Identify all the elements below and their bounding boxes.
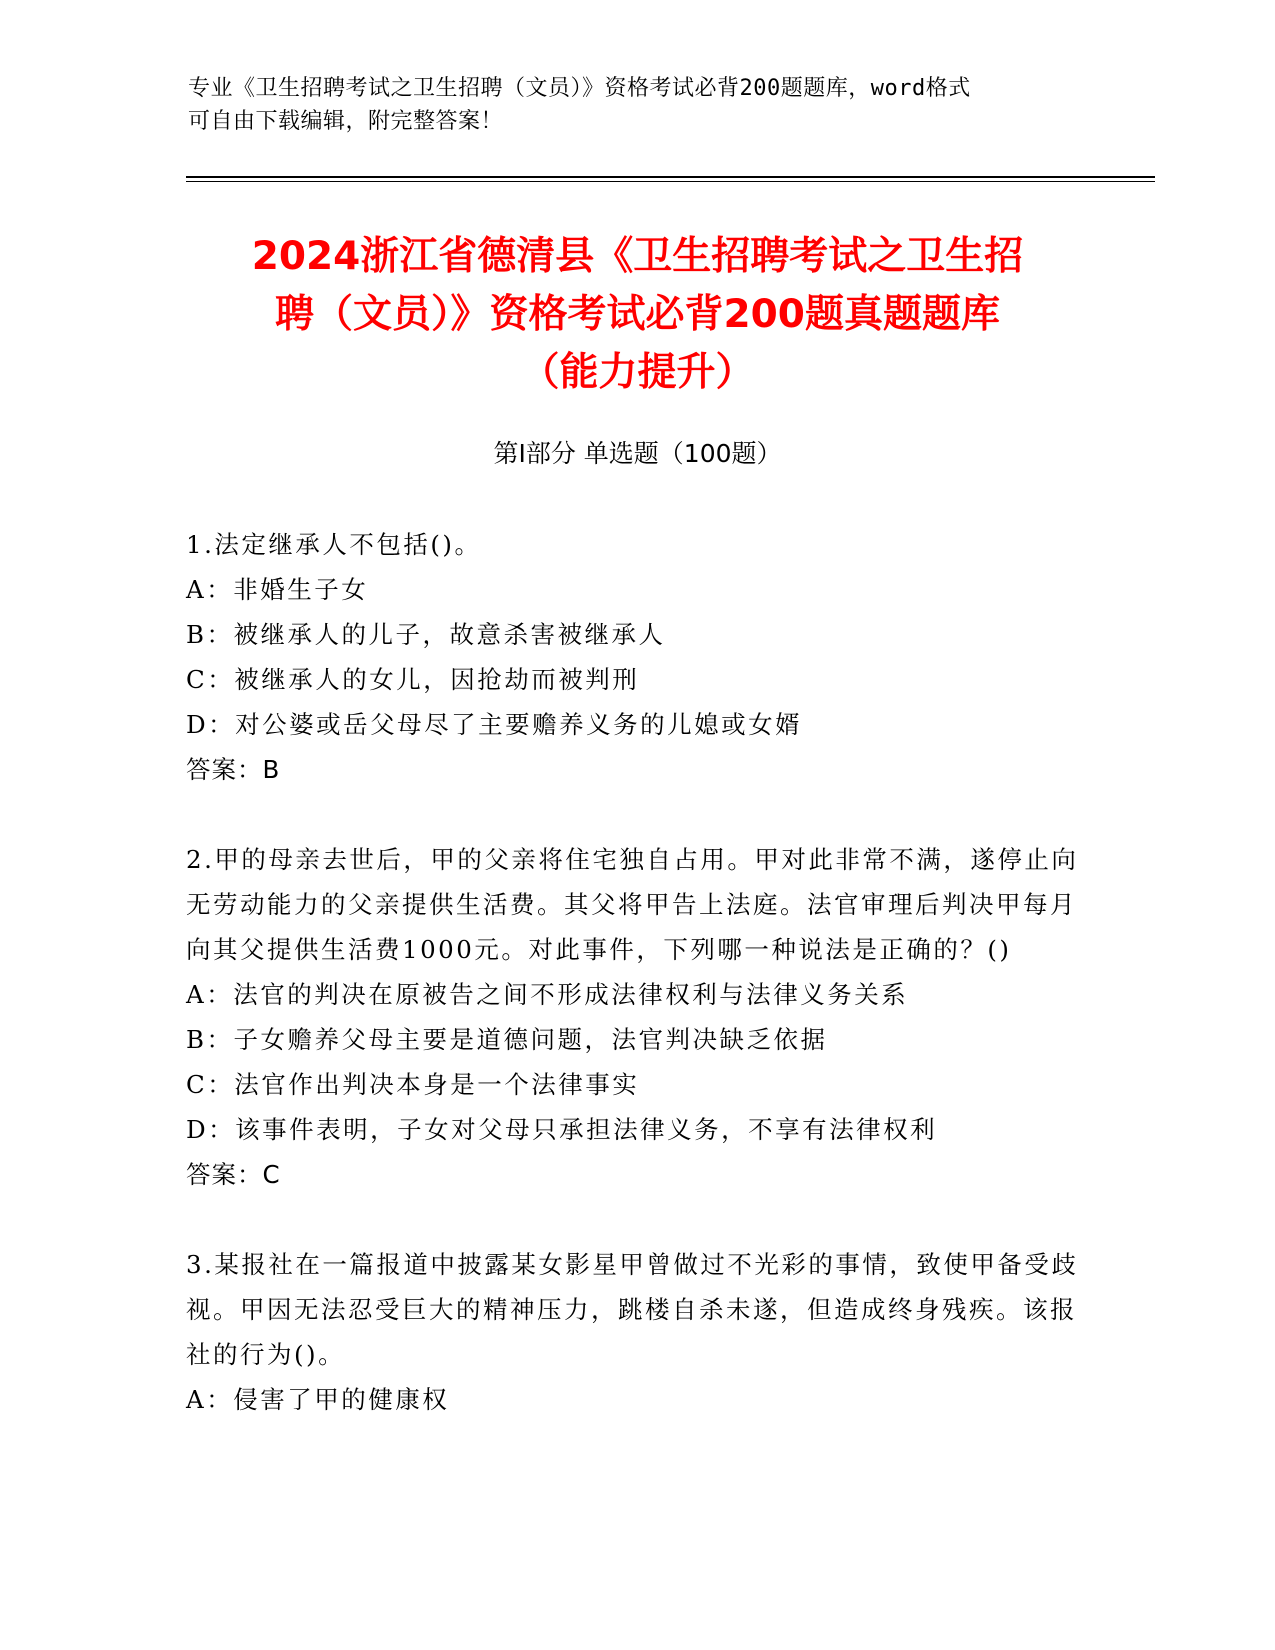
document-title-line-3: （能力提升） [520,350,755,395]
question-stem: 3.某报社在一篇报道中披露某女影星甲曾做过不光彩的事情，致使甲备受歧视。甲因无法忍受巨大的精神压力，跳楼自杀未遂，但造成终身残疾。该报社的行为()。 [186,1250,1079,1369]
question-list [186,522,1086,1467]
header-note-line-2: 可自由下载编辑，附完整答案！ [188,109,504,134]
question-stem: 2.甲的母亲去世后，甲的父亲将住宅独自占用。甲对此非常不满，遂停止向无劳动能力的父亲提供生活费。其父将甲告上法庭。法官审理后判决甲每月向其父提供生活费1000元。对此事件，下列哪一种说法是正确的？() [186,845,1079,964]
option-d: D：该事件表明，子女对父母只承担法律义务，不享有法律权利 [186,1115,938,1144]
option-a: A：侵害了甲的健康权 [186,1385,450,1414]
option-b: B：子女赡养父母主要是道德问题，法官判决缺乏依据 [186,1025,828,1054]
document-title-line-2: 聘（文员）》资格考试必背200题真题题库 [275,292,1000,337]
option-b: B：被继承人的儿子，故意杀害被继承人 [186,620,666,649]
option-a: A：非婚生子女 [186,575,369,604]
question-stem: 1.法定继承人不包括()。 [186,530,482,559]
header-note-line-1: 专业《卫生招聘考试之卫生招聘（文员）》资格考试必背200题题库，word格式 [188,76,971,101]
document-title [140,228,1135,402]
question-3 [186,1242,1086,1422]
option-c: C：被继承人的女儿，因抢劫而被判刑 [186,665,640,694]
header-note [188,72,1068,138]
option-d: D：对公婆或岳父母尽了主要赡养义务的儿媳或女婿 [186,710,803,739]
header-divider-thick [186,176,1155,178]
question-1 [186,522,1086,792]
section-heading: 第Ⅰ部分 单选题（100题） [493,439,782,468]
answer-line: 答案：C [186,1160,281,1189]
header-divider-thin [186,181,1155,182]
option-c: C：法官作出判决本身是一个法律事实 [186,1070,640,1099]
document-title-line-1: 2024浙江省德清县《卫生招聘考试之卫生招 [251,234,1024,279]
answer-line: 答案：B [186,755,281,784]
option-a: A：法官的判决在原被告之间不形成法律权利与法律义务关系 [186,980,909,1009]
question-2 [186,837,1086,1197]
